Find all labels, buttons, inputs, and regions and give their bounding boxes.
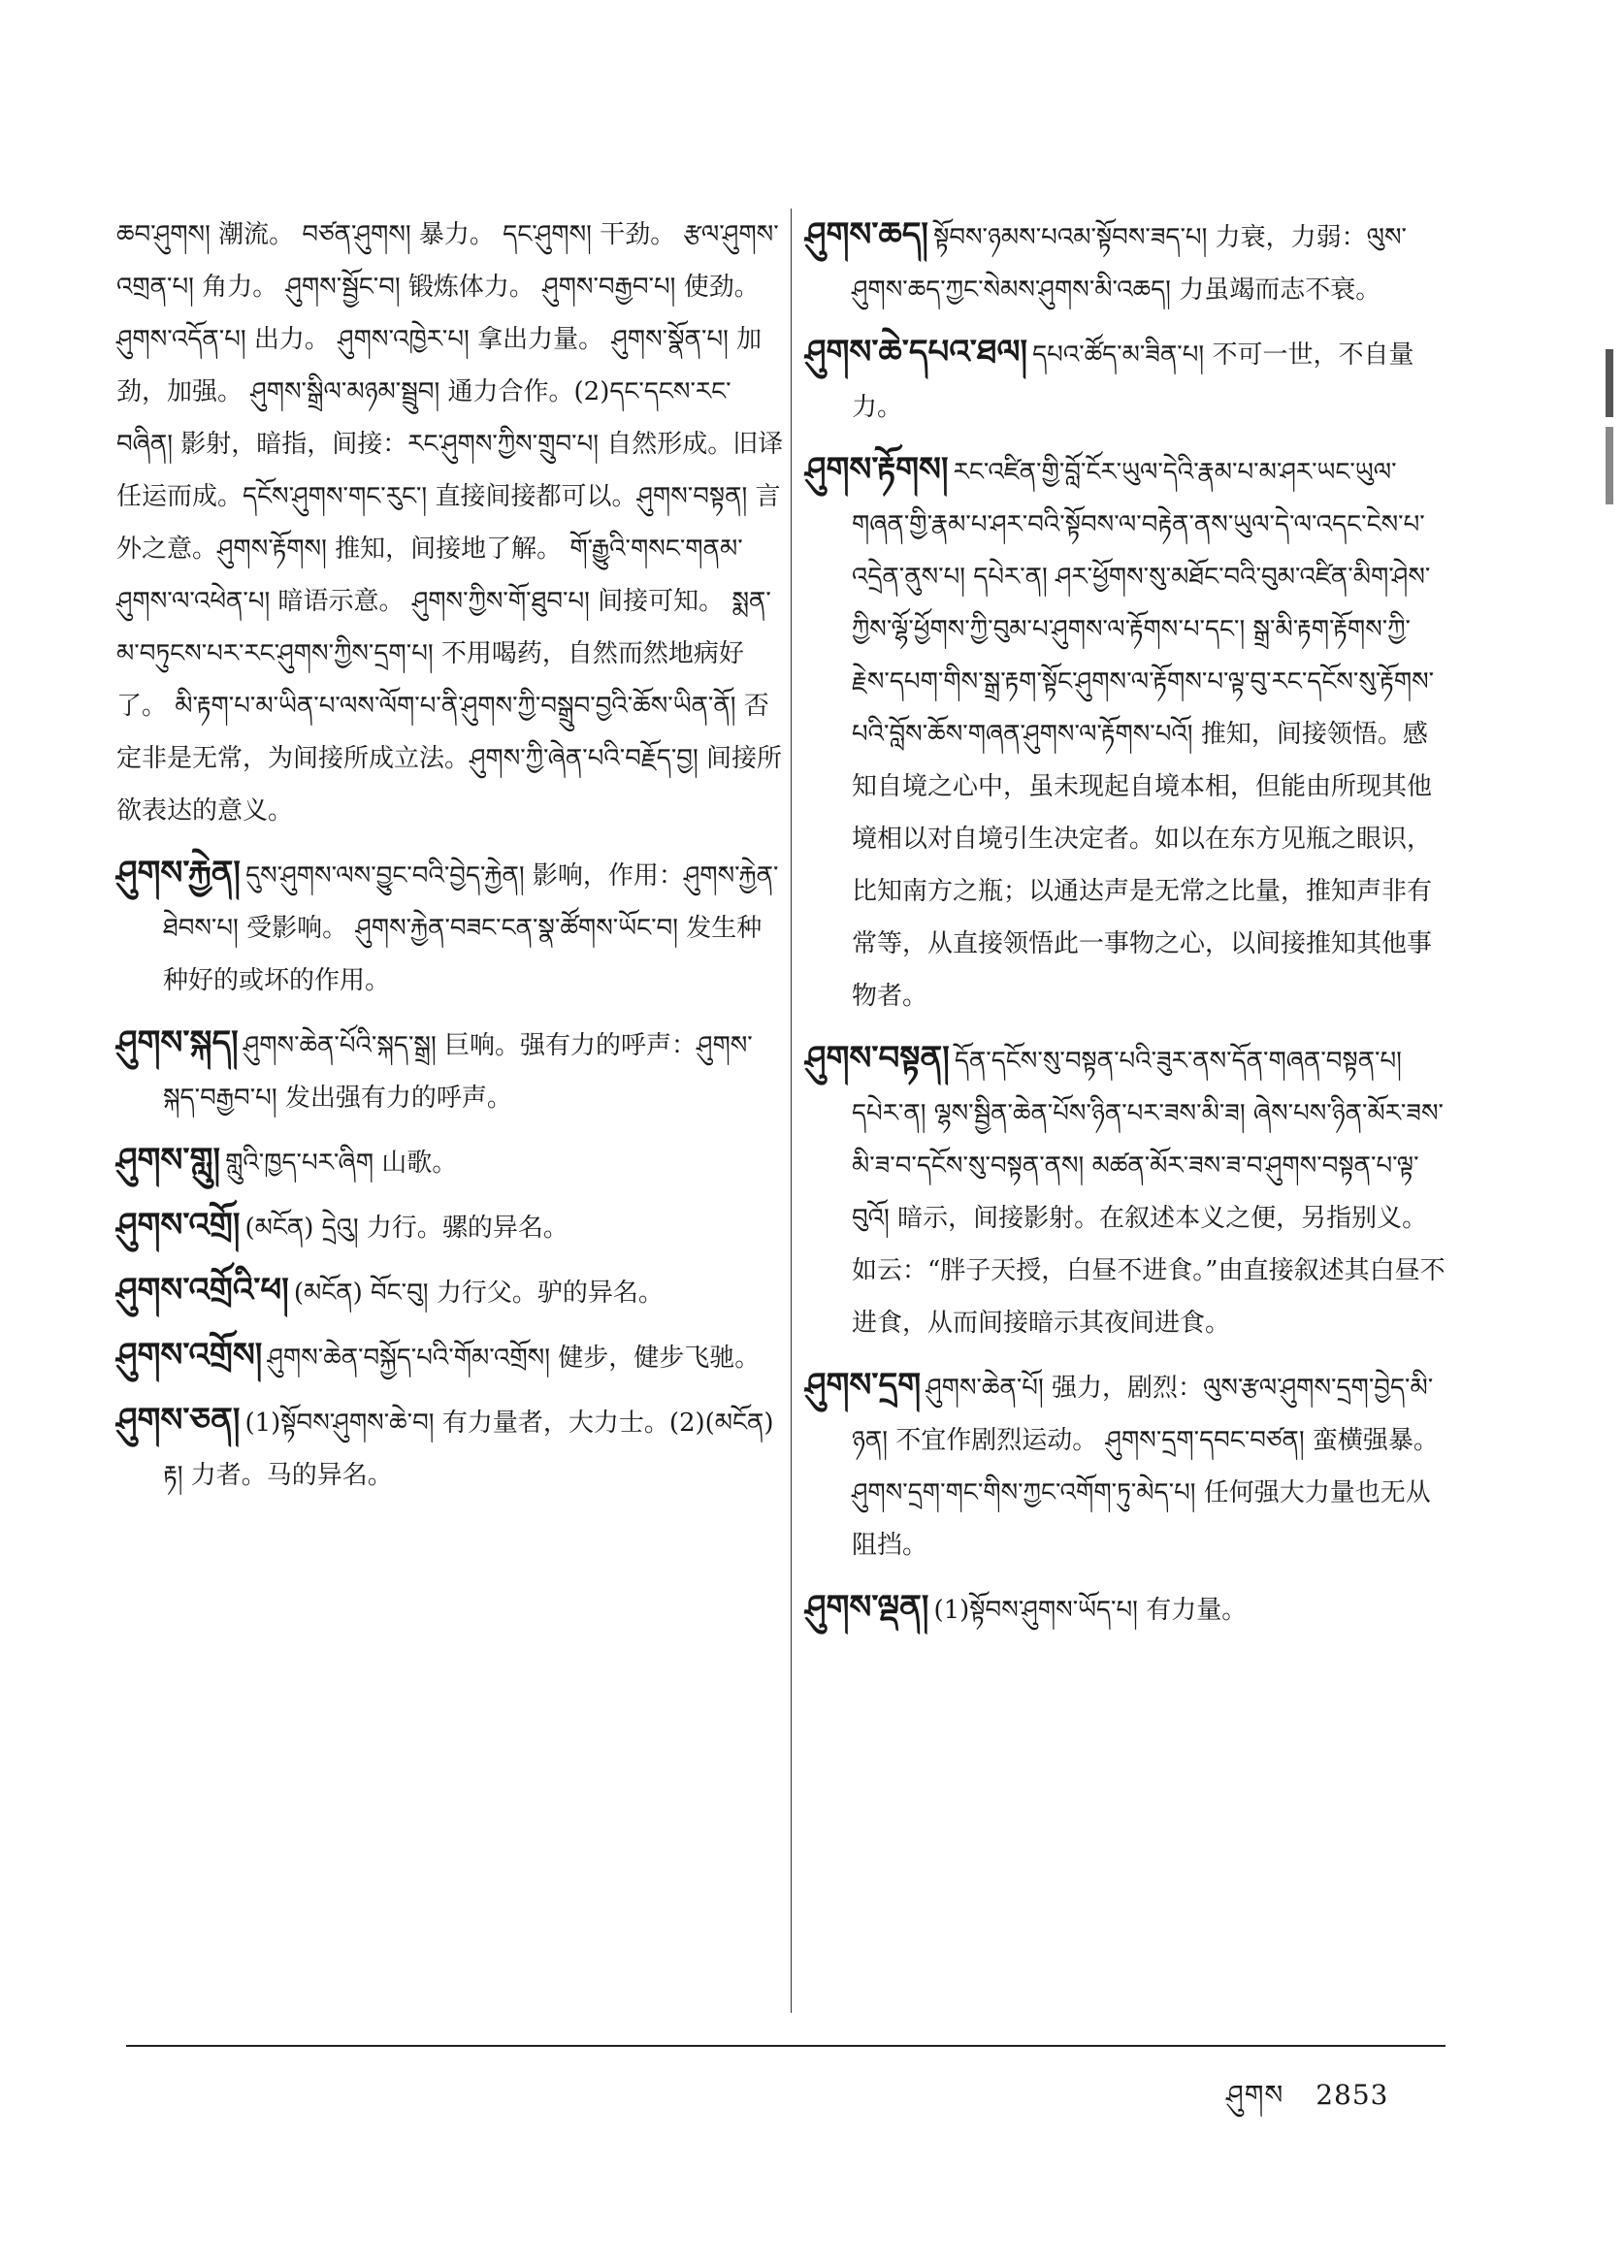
entry-body: ཆབ་ཤུགས། 潮流。 བཙན་ཤུགས། 暴力。 དང་ཤུགས། 干劲。 རྩལ་ཤུགས་འགྲན་པ། 角力。 ཤུགས་སྦྱོང་བ། 锻炼体力。 ཤུགས་བརྒྱབ་པ། 使劲。 ཤུགས་འདོན་པ། 出力。 ཤུགས་འཁྱེར་པ། 拿出力量。 ཤུགས་སྣོན་པ། 加劲，加强。 ཤུགས་སྒྲིལ་མཉམ་སྦྲུབ། 通力合作。(2)དང་དངས་རང་བཞིན། 影射，暗指，间接：རང་ཤུགས་ཀྱིས་གྲུབ་པ། 自然形成。旧译任运而成。དངོས་ཤུགས་གང་རུང་། 直接间接都可以。ཤུགས་བསྟན། 言外之意。ཤུགས་རྟོགས། 推知，间接地了解。 གོ་རྒྱུའི་གསང་གནམ་ཤུགས་ལ་འཕེན་པ། 暗语示意。 ཤུགས་ཀྱིས་གོ་ཐུབ་པ། 间接可知。 སྨན་མ་བཏུངས་པར་རང་ཤུགས་ཀྱིས་དྲག་པ། 不用喝药，自然而然地病好了。 མི་རྟག་པ་མ་ཡིན་པ་ལས་ལོག་པ་ནི་ཤུགས་ཀྱི་བསྒྲུབ་བྱའི་ཆོས་ཡིན་ནོ། 否定非是无常，为间接所成立法。ཤུགས་ཀྱི་ཞེན་པའི་བརྗོད་བྱ། 间接所欲表达的意义。 (116, 220, 784, 826)
entry-headword: ཤུགས་འགྲོའི་ཕ། (116, 1271, 289, 1310)
entry-headword: ཤུགས་འགྲོས། (116, 1336, 263, 1375)
entry-headword: ཤུགས་རྟོགས། (805, 450, 949, 489)
entry-headword: ཤུགས་རྐྱེན། (116, 854, 241, 892)
entry-body: ཤུགས་ཆེན་བསྐྱོད་པའི་གོམ་འགྲོས། 健步，健步飞驰。 (267, 1344, 761, 1373)
scan-margin-mark (1606, 427, 1613, 504)
dictionary-entry (116, 1134, 786, 1189)
scan-margin-mark (1606, 349, 1613, 417)
dictionary-entry (805, 1581, 1445, 1636)
dictionary-entry (805, 1359, 1445, 1571)
dictionary-entry (805, 1032, 1445, 1349)
entry-headword: ཤུགས་ལྡན། (805, 1588, 929, 1627)
entry-headword: ཤུགས་གླུ། (116, 1141, 220, 1180)
dictionary-entry (116, 1394, 786, 1502)
dictionary-entry (116, 1017, 786, 1124)
column-divider (791, 209, 792, 2013)
entry-body: རང་འཛིན་གྱི་བློ་ངོར་ཡུལ་དེའི་རྣམ་པ་མ་ཤར་ཡང་ཡུལ་གཞན་གྱི་རྣམ་པ་ཤར་བའི་སྟོབས་ལ་བརྟེན་ནས་ཡུལ་དེ་ལ་འདང་ངེས་པ་འདྲེན་ནུས་པ། དཔེར་ན། ཤར་ཕྱོགས་སུ་མཐོང་བའི་བུམ་འཛིན་མིག་ཤེས་ཀྱིས་ལྷོ་ཕྱོགས་ཀྱི་བུམ་པ་ཤུགས་ལ་རྟོགས་པ་དང་། སྒྲ་མི་རྟག་རྟོགས་ཀྱི་རྗེས་དཔག་གིས་སྒྲ་རྟག་སྟོང་ཤུགས་ལ་རྟོགས་པ་ལྟ་བུ་རང་དངོས་སུ་རྟོགས་པའི་བློས་ཆོས་གཞན་ཤུགས་ལ་རྟོགས་པའོ། 推知，间接领悟。感知自境之心中，虽未现起自境本相，但能由所现其他境相以对自境引生决定者。如以在东方见瓶之眼识，比知南方之瓶；以通达声是无常之比量，推知声非有常等，从直接领悟此一事物之心，以间接推知其他事物者。 (852, 458, 1435, 1011)
entry-body: དུས་ཤུགས་ལས་བྱུང་བའི་བྱེད་རྐྱེན། 影响，作用：ཤུགས་རྐྱེན་ཐེབས་པ། 受影响。 ཤུགས་རྐྱེན་བཟང་ངན་སྣ་ཚོགས་ཡོང་བ། 发生种种好的或坏的作用。 (163, 861, 779, 995)
footer-rule (126, 2045, 1445, 2047)
entry-body: (མངོན) བོང་བུ། 力行父。驴的异名。 (293, 1279, 664, 1308)
entry-body: གླུའི་ཁྱད་པར་ཞིག 山歌。 (225, 1149, 458, 1178)
right-column (805, 209, 1445, 1646)
entry-headword: ཤུགས་དྲག (805, 1366, 922, 1405)
entry-body: (མངོན) དྲེའུ། 力行。骡的异名。 (244, 1214, 568, 1243)
entry-body: སྟོབས་ཉམས་པའམ་སྟོབས་ཟད་པ། 力衰，力弱：ལུས་ཤུགས་ཆད་ཀྱང་སེམས་ཤུགས་མི་འཆད། 力虽竭而志不衰。 (852, 223, 1408, 305)
entry-headword: ཤུགས་སྐད། (116, 1023, 239, 1062)
entry-body: དོན་དངོས་སུ་བསྟན་པའི་ཟུར་ནས་དོན་གཞན་བསྟན་པ། དཔེར་ན། ལྷས་སྦྱིན་ཆེན་པོས་ཉིན་པར་ཟས་མི་ཟ། ཞེས་པས་ཉིན་མོར་ཟས་མི་ཟ་བ་དངོས་སུ་བསྟན་ནས། མཚན་མོར་ཟས་ཟ་བ་ཤུགས་བསྟན་པ་ལྟ་བུའོ། 暗示，间接影射。在叙述本义之便，另指别义。如云：“胖子天授，白昼不进食。”由直接叙述其白昼不进食，从而间接暗示其夜间进食。 (852, 1047, 1445, 1338)
dictionary-entry (116, 1329, 786, 1384)
page-number: 2853 (1315, 2079, 1389, 2111)
entry-body: ཤུགས་ཆེན་པོའི་སྐད་སྒྲ། 巨响。强有力的呼声：ཤུགས་སྐད་བརྒྱབ་པ། 发出强有力的呼声。 (163, 1031, 753, 1113)
dictionary-entry (805, 443, 1445, 1022)
dictionary-entry (805, 209, 1445, 316)
entry-headword: ཤུགས་ཆད། (805, 215, 928, 254)
entry-headword: ཤུགས་ཆེ་དཔའ་ཐལ། (805, 333, 1027, 372)
page-footer (1203, 2064, 1388, 2141)
dictionary-entry (116, 1199, 786, 1254)
dictionary-entry (116, 847, 786, 1007)
left-column (116, 209, 786, 1511)
entry-headword: ཤུགས་འགྲོ། (116, 1206, 241, 1245)
entry-body: ཤུགས་ཆེན་པོ། 强力，剧烈：ལུས་རྩལ་ཤུགས་དྲག་བྱེད་མི་ཉན། 不宜作剧烈运动。 ཤུགས་དྲག་དབང་བཙན། 蛮横强暴。 ཤུགས་དྲག་གང་གིས་ཀྱང་འགོག་ཏུ་མེད་པ། 任何强大力量也无从阻挡。 (852, 1374, 1447, 1560)
running-head: ཤུགས (1226, 2079, 1284, 2111)
continuation-entry (116, 209, 786, 837)
dictionary-entry (116, 1264, 786, 1319)
entry-headword: ཤུགས་བསྟན། (805, 1039, 950, 1078)
entry-body: (1)སྟོབས་ཤུགས་ཡོད་པ། 有力量。 (933, 1596, 1248, 1625)
dictionary-entry (805, 326, 1445, 434)
entry-body: དཔའ་ཚོད་མ་ཟིན་པ། 不可一世，不自量力。 (852, 340, 1414, 422)
entry-headword: ཤུགས་ཅན། (116, 1401, 241, 1440)
entry-body: (1)སྟོབས་ཤུགས་ཆེ་བ། 有力量者，大力士。(2)(མངོན) རྟ། 力者。马的异名。 (163, 1409, 782, 1490)
